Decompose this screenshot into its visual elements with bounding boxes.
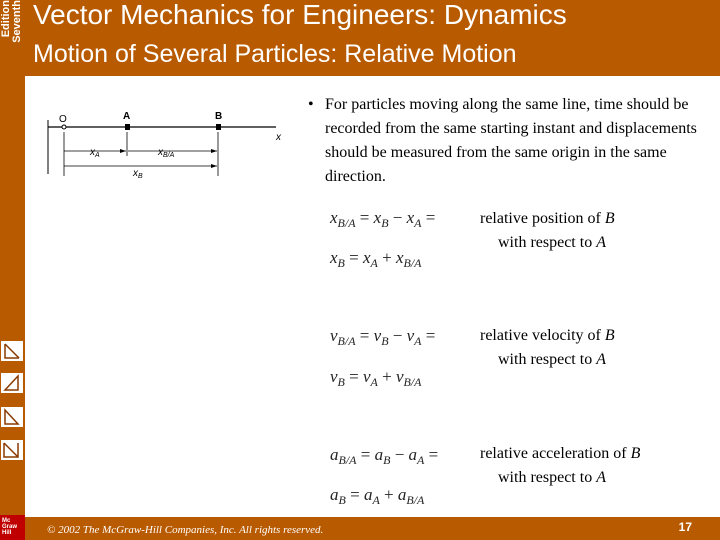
last-slide-icon <box>2 441 22 459</box>
first-slide-icon <box>2 342 22 360</box>
xb-label: $x_B$ <box>133 168 143 180</box>
next-slide-icon <box>2 408 22 426</box>
xb-dimension <box>64 164 217 180</box>
section-title: Motion of Several Particles: Relative Motion <box>33 40 517 68</box>
origin-point <box>62 125 66 129</box>
bullet-text: For particles moving along the same line, time should be recorded from the same starting instant and displacements should be measured from the same origin in the same direction. <box>325 96 697 185</box>
relative-velocity-equation: $v_{B/A} = v_B - v_A$ = <box>330 326 436 348</box>
relative-acceleration-equation: $a_{B/A} = a_B - a_A$ = <box>330 445 439 467</box>
edition-label <box>0 0 25 60</box>
copyright-notice: © 2002 The McGraw-Hill Companies, Inc. All rights reserved. <box>47 524 324 536</box>
relative-position-description: relative position of B with respect to A <box>480 210 615 251</box>
axis-label: x <box>276 132 281 143</box>
relative-position-equation: $x_{B/A} = x_B - x_A$ = <box>330 208 436 230</box>
mcgraw-hill-logo: Mc Graw Hill <box>0 515 25 540</box>
xa-dimension <box>64 147 126 159</box>
bullet-point <box>308 93 708 189</box>
relative-motion-diagram <box>40 104 300 184</box>
relative-velocity-description: relative velocity of B with respect to A <box>480 327 615 368</box>
bullet-dot: • <box>308 96 314 113</box>
page-number: 17 <box>678 520 692 534</box>
footer-bar <box>25 517 720 540</box>
next-slide-button[interactable] <box>1 407 23 427</box>
origin-label: O <box>59 114 67 125</box>
edition-line-1: Seventh <box>11 0 23 43</box>
particle-b <box>216 124 221 130</box>
point-a-label: A <box>123 111 131 122</box>
absolute-velocity-equation: $v_B = v_A + v_{B/A}$ <box>330 367 422 389</box>
xba-dimension <box>128 147 217 159</box>
particle-a <box>125 124 130 130</box>
header <box>25 0 720 76</box>
course-title: Vector Mechanics for Engineers: Dynamics <box>33 0 567 30</box>
relative-acceleration-description: relative acceleration of B with respect to A <box>480 445 641 486</box>
previous-slide-button[interactable] <box>1 373 23 393</box>
last-slide-button[interactable] <box>1 440 23 460</box>
point-b-label: B <box>215 111 223 122</box>
previous-slide-icon <box>2 374 22 392</box>
xa-label: $x_A$ <box>90 147 100 159</box>
edition-line-2: Edition <box>0 0 12 38</box>
xba-label: $x_{B/A}$ <box>158 147 175 159</box>
first-slide-button[interactable] <box>1 341 23 361</box>
absolute-position-equation: $x_B = x_A + x_{B/A}$ <box>330 248 422 270</box>
absolute-acceleration-equation: $a_B = a_A + a_{B/A}$ <box>330 485 425 507</box>
